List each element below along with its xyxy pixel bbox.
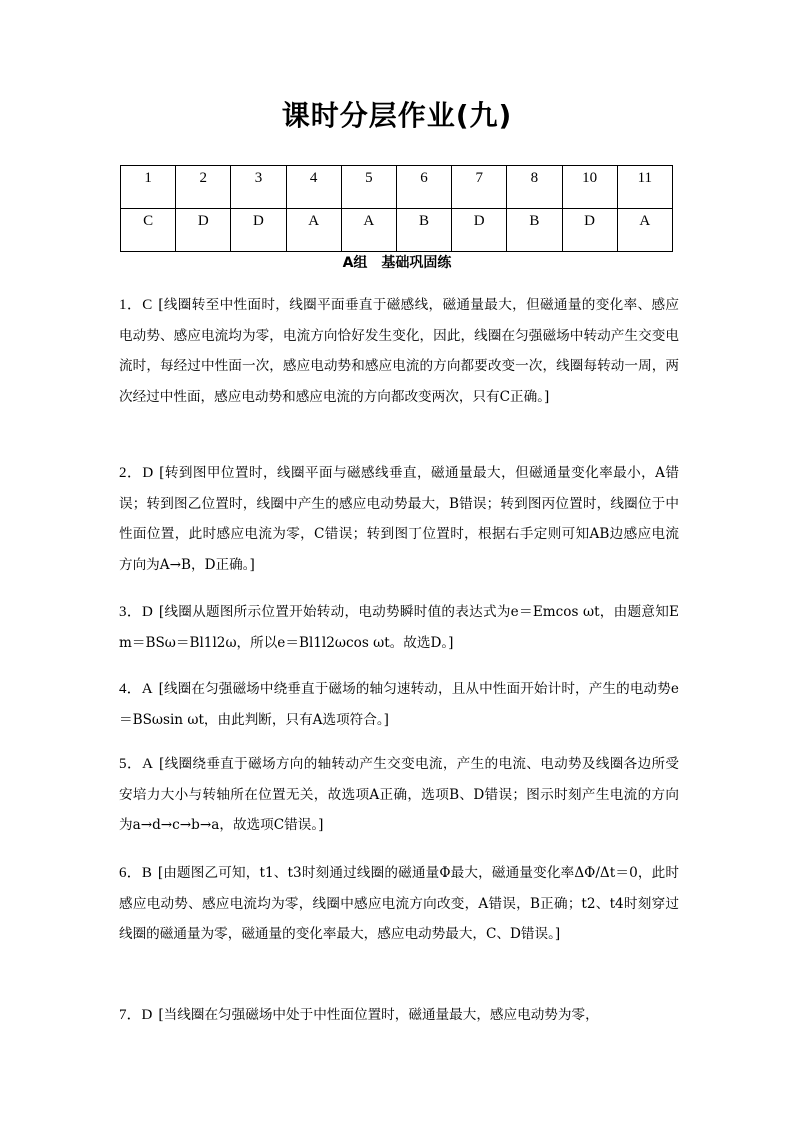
explanation-item-5 <box>119 749 679 841</box>
item-answer: D <box>141 1007 153 1023</box>
answer-cell: C <box>121 209 176 252</box>
item-number: 5． <box>119 756 143 772</box>
item-number: 4． <box>119 681 142 697</box>
answer-cell: D <box>452 209 507 252</box>
answer-table-answer-row <box>121 209 673 252</box>
question-number-cell: 6 <box>396 166 451 209</box>
question-number-cell: 7 <box>452 166 507 209</box>
explanation-item-2 <box>119 458 679 580</box>
question-number-cell: 2 <box>176 166 231 209</box>
item-answer: B <box>141 865 152 881</box>
item-answer: D <box>142 604 153 620</box>
answer-cell: B <box>396 209 451 252</box>
item-answer: A <box>141 681 153 697</box>
item-text: [当线圈在匀强磁场中处于中性面位置时，磁通量最大，感应电动势为零， <box>158 1007 599 1023</box>
item-number: 6． <box>119 865 142 881</box>
answer-cell: D <box>231 209 286 252</box>
explanation-item-4 <box>119 674 679 735</box>
explanation-item-3 <box>119 597 679 658</box>
item-text: [转到图甲位置时，线圈平面与磁感线垂直，磁通量最大，但磁通量变化率最小，A错误；转到图乙位置时，线圈中产生的感应电动势最大，B错误；转到图丙位置时，线圈位于中性面位置，此时感应电流为零，C错误；转到图丁位置时，根据右手定则可知AB边感应电流方向为A→B，D正确。] <box>119 465 679 573</box>
question-number-cell: 4 <box>286 166 341 209</box>
explanation-item-1 <box>119 290 679 412</box>
answer-cell: D <box>562 209 617 252</box>
group-heading: A组 基础巩固练 <box>342 255 452 271</box>
item-text: [线圈转至中性面时，线圈平面垂直于磁感线，磁通量最大，但磁通量的变化率、感应电动势、感应电流均为零，电流方向恰好发生变化，因此，线圈在匀强磁场中转动产生交变电流时，每经过中性面一次，感应电动势和感应电流的方向都要改变一次，线圈每转动一周，两次经过中性面，感应电动势和感应电流的方向都改变两次，只有C正确。] <box>119 297 679 405</box>
item-number: 1． <box>119 297 143 313</box>
answer-cell: A <box>286 209 341 252</box>
item-number: 7． <box>119 1007 142 1023</box>
question-number-cell: 1 <box>121 166 176 209</box>
item-answer: A <box>142 756 153 772</box>
question-number-cell: 8 <box>507 166 562 209</box>
page-title: 课时分层作业(九) <box>281 99 513 132</box>
answer-cell: B <box>507 209 562 252</box>
item-answer: C <box>142 297 153 313</box>
item-text: [线圈在匀强磁场中绕垂直于磁场的轴匀速转动，且从中性面开始计时，产生的电动势e＝BSωsin ωt，由此判断，只有A选项符合。] <box>119 681 679 728</box>
question-number-cell: 3 <box>231 166 286 209</box>
item-number: 3． <box>119 604 143 620</box>
item-number: 2． <box>119 465 143 481</box>
question-number-cell: 10 <box>562 166 617 209</box>
item-text: [线圈从题图所示位置开始转动，电动势瞬时值的表达式为e＝Emcos ωt，由题意知Em＝BSω＝Bl1l2ω，所以e＝Bl1l2ωcos ωt。故选D。] <box>119 604 679 651</box>
explanation-item-7 <box>119 1000 679 1031</box>
answer-cell: A <box>341 209 396 252</box>
explanation-item-6 <box>119 858 679 950</box>
question-number-cell: 5 <box>341 166 396 209</box>
answer-cell: D <box>176 209 231 252</box>
item-text: [线圈绕垂直于磁场方向的轴转动产生交变电流，产生的电流、电动势及线圈各边所受安培力大小与转轴所在位置无关，故选项A正确，选项B、D错误；图示时刻产生电流的方向为a→d→c→b→a，故选项C错误。] <box>119 756 679 833</box>
answer-cell: A <box>617 209 672 252</box>
question-number-cell: 11 <box>617 166 672 209</box>
answer-table-number-row <box>121 166 673 209</box>
item-answer: D <box>142 465 154 481</box>
item-text: [由题图乙可知，t1、t3时刻通过线圈的磁通量Φ最大，磁通量变化率ΔΦ/Δt＝0，此时感应电动势、感应电流均为零，线圈中感应电流方向改变，A错误，B正确；t2、t4时刻穿过线圈的磁通量为零，磁通量的变化率最大，感应电动势最大，C、D错误。] <box>119 865 679 942</box>
answer-table <box>120 165 673 252</box>
